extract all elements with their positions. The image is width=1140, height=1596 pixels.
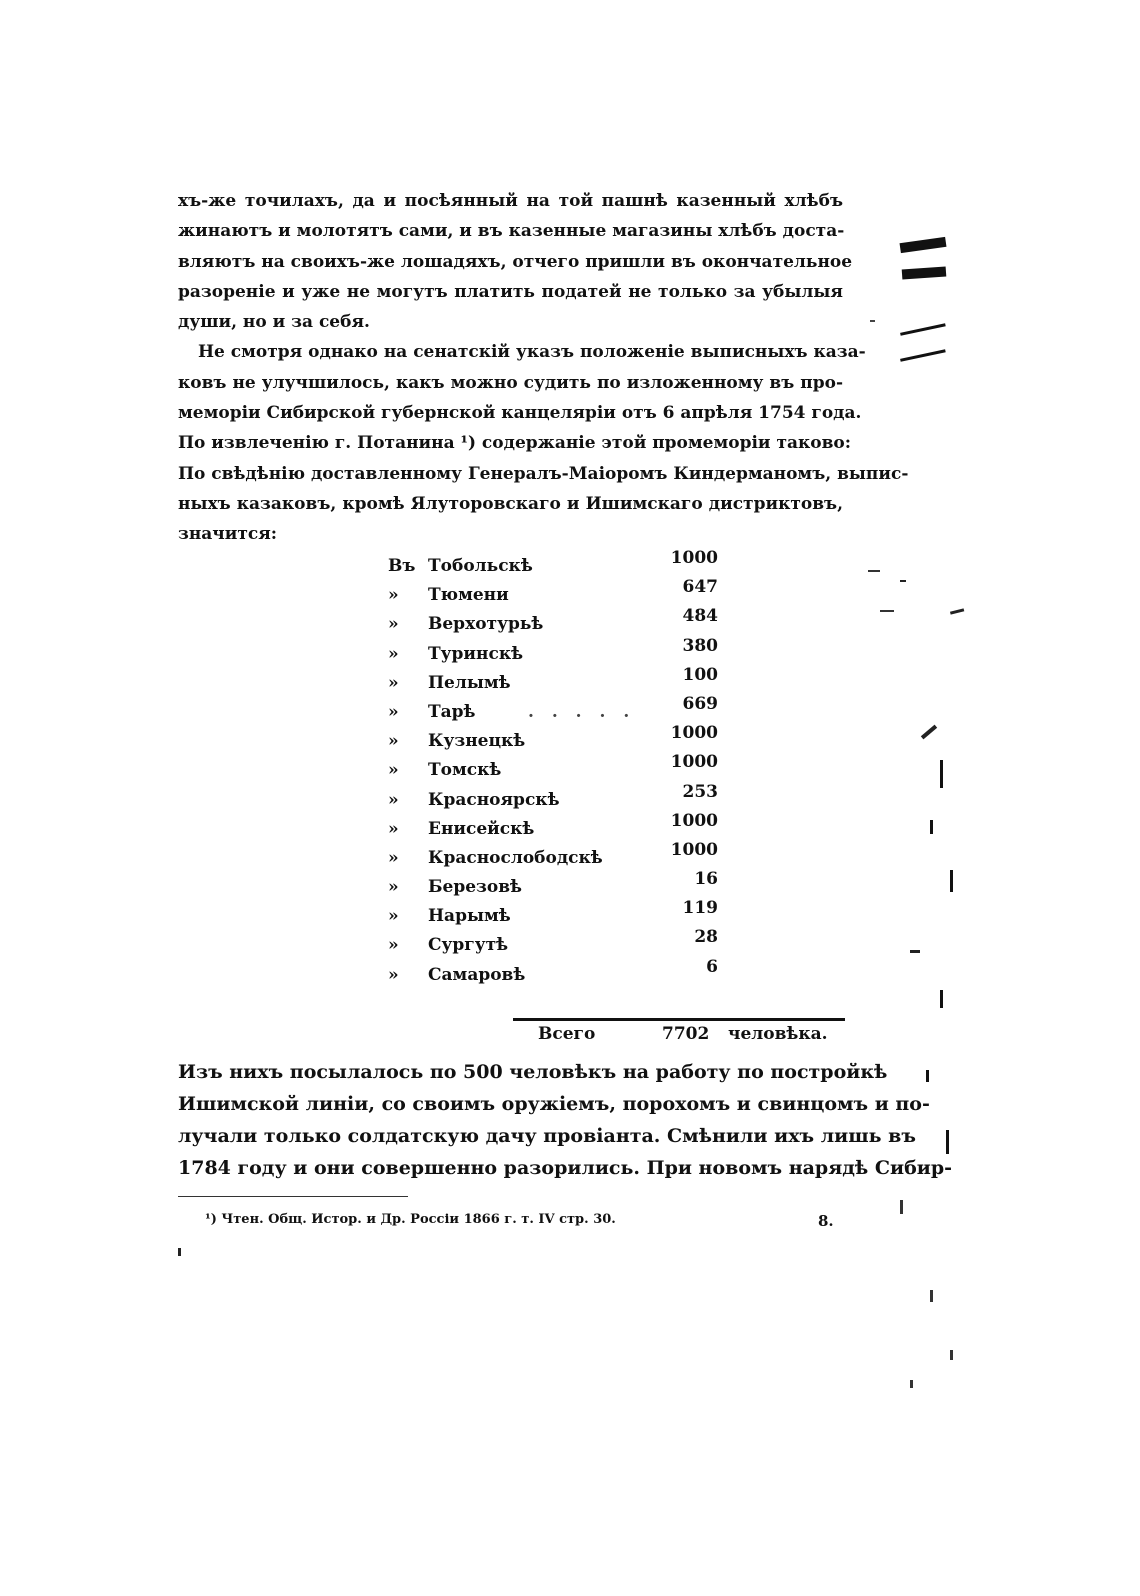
row-prefix: » — [388, 731, 399, 752]
row-prefix: » — [388, 964, 399, 985]
town-name: Томскѣ — [428, 760, 502, 781]
text-line: хъ-же точилахъ, да и посѣянный на той пашнѣ казенный хлѣбъ — [178, 191, 843, 211]
town-name: Тарѣ — [428, 701, 476, 722]
count-value: 669 — [682, 693, 718, 714]
count-value: 484 — [682, 606, 718, 627]
text-line: души, но и за себя. — [178, 312, 370, 333]
town-name: Тюмени — [428, 585, 509, 606]
text-line: ныхъ казаковъ, кромѣ Ялуторовскаго и Ишимскаго дистриктовъ, — [178, 493, 843, 514]
text-line: ковъ не улучшилось, какъ можно судить по изложенному въ про- — [178, 372, 843, 393]
footnote: ¹) Чтен. Общ. Истор. и Др. Россіи 1866 г. т. IV стр. 30. — [205, 1212, 616, 1227]
row-prefix: » — [388, 935, 399, 956]
row-prefix: » — [388, 818, 399, 839]
town-name: Енисейскѣ — [428, 818, 535, 839]
text-line: вляютъ на своихъ-же лошадяхъ, отчего пришли въ окончательное — [178, 251, 853, 272]
town-name: Нарымѣ — [428, 906, 511, 927]
town-name: Березовѣ — [428, 877, 522, 898]
row-prefix: Въ — [388, 556, 416, 576]
cossack-count-table — [388, 548, 718, 990]
text-line: По свѣдѣнію доставленному Генералъ-Маіоромъ Киндерманомъ, выпис- — [178, 463, 909, 484]
text-line: меморіи Сибирской губернской канцеляріи отъ 6 апрѣля 1754 года. — [178, 403, 862, 424]
text-line: Не смотря однако на сенатскій указъ положеніе выписныхъ каза- — [198, 342, 866, 363]
count-value: 6 — [706, 956, 718, 977]
row-prefix: » — [388, 906, 399, 927]
town-name: Красноярскѣ — [428, 789, 560, 810]
row-prefix: » — [388, 701, 399, 722]
paragraph-top — [178, 186, 909, 550]
town-name: Самаровѣ — [428, 964, 526, 985]
text-line: Изъ нихъ посылалось по 500 человѣкъ на работу по постройкѣ — [178, 1061, 888, 1083]
count-value: 100 — [682, 664, 718, 685]
row-prefix: » — [388, 614, 399, 635]
row-prefix: » — [388, 760, 399, 781]
text-line: Ишимской линіи, со своимъ оружіемъ, порохомъ и свинцомъ и по- — [178, 1093, 930, 1115]
row-prefix: » — [388, 877, 399, 898]
town-name: Кузнецкѣ — [428, 731, 526, 752]
leader-dots: . . . . . — [528, 701, 636, 722]
count-value: 119 — [682, 898, 718, 919]
count-value: 380 — [682, 635, 718, 656]
town-name: Пелымѣ — [428, 672, 511, 693]
town-name: Туринскѣ — [428, 643, 524, 664]
count-value: 1000 — [670, 810, 718, 831]
total-label: Всего — [538, 1024, 596, 1044]
row-prefix: » — [388, 789, 399, 810]
margin-marks — [900, 230, 980, 1230]
text-line: лучали только солдатскую дачу провіанта. Смѣнили ихъ лишь въ — [178, 1125, 916, 1147]
total-value: 7702 — [662, 1024, 710, 1044]
town-name: Сургутѣ — [428, 935, 509, 956]
row-prefix: » — [388, 585, 399, 606]
count-value: 253 — [682, 781, 718, 802]
total-rule — [513, 1018, 845, 1021]
count-value: 1000 — [670, 839, 718, 860]
count-value: 16 — [694, 869, 718, 890]
text-line: разореніе и уже не могутъ платить податей не только за убылыя — [178, 281, 843, 302]
text-line: 1784 году и они совершенно разорились. При новомъ нарядѣ Сибир- — [178, 1157, 953, 1179]
printer-signature: 8. — [818, 1212, 834, 1230]
text-line: жинаютъ и молотятъ сами, и въ казенные магазины хлѣбъ доста- — [178, 221, 845, 242]
town-name: Верхотурьѣ — [428, 614, 544, 635]
paragraph-bottom — [178, 1056, 953, 1184]
count-value: 647 — [682, 577, 718, 598]
town-name: Краснослободскѣ — [428, 847, 603, 868]
text-line: значится: — [178, 524, 278, 545]
row-prefix: » — [388, 847, 399, 868]
count-value: 1000 — [670, 723, 718, 744]
town-name: Тобольскѣ — [428, 556, 533, 576]
table-row — [388, 956, 718, 990]
text-line: По извлеченію г. Потанина ¹) содержаніе этой промеморіи таково: — [178, 433, 852, 454]
count-value: 1000 — [670, 548, 718, 568]
count-value: 28 — [694, 927, 718, 948]
row-prefix: » — [388, 672, 399, 693]
row-prefix: » — [388, 643, 399, 664]
count-value: 1000 — [670, 752, 718, 773]
total-unit: человѣка. — [728, 1024, 828, 1044]
footnote-rule — [178, 1196, 408, 1197]
